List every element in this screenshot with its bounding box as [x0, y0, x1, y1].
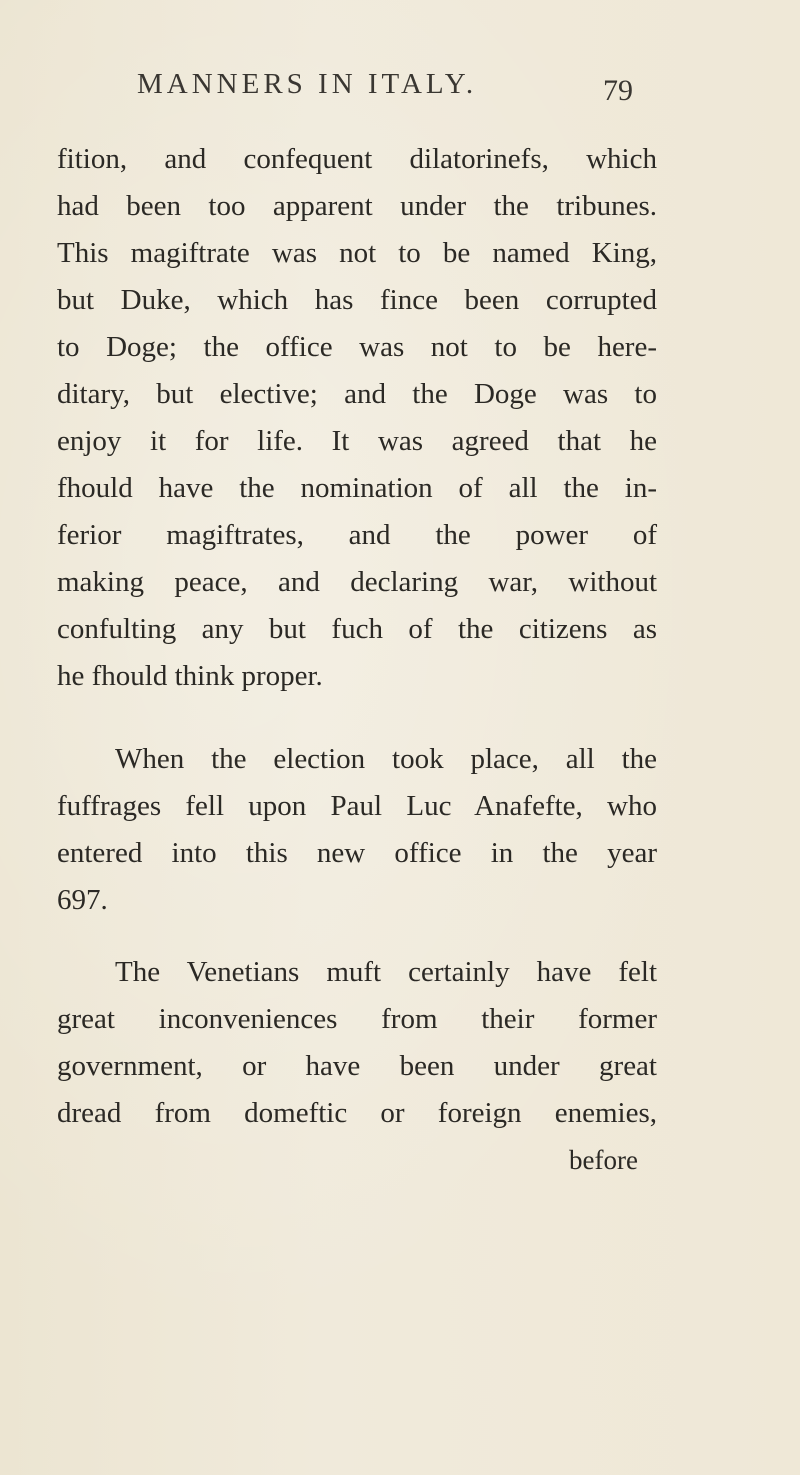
text-line-7: enjoy it for life. It was agreed that he: [57, 425, 657, 457]
text-line-19: government, or have been under great: [57, 1050, 657, 1082]
catchword: before: [569, 1145, 638, 1175]
text-line-8: fhould have the nomination of all the in-: [57, 472, 657, 504]
text-line-18: great inconveniences from their former: [57, 1003, 657, 1035]
text-line-16: 697.: [57, 884, 108, 916]
text-line-14: fuffrages fell upon Paul Luc Anafefte, who: [57, 790, 657, 822]
page-number: 79: [603, 74, 633, 107]
text-line-4: but Duke, which has fince been corrupted: [57, 284, 657, 316]
text-line-1: fition, and confequent dilatorinefs, which: [57, 143, 657, 175]
text-line-5: to Doge; the office was not to be here-: [57, 331, 657, 363]
text-line-17: The Venetians muft certainly have felt: [115, 956, 657, 988]
text-line-11: confulting any but fuch of the citizens as: [57, 613, 657, 645]
text-line-10: making peace, and declaring war, without: [57, 566, 657, 598]
text-line-2: had been too apparent under the tribunes.: [57, 190, 657, 222]
text-line-13: When the election took place, all the: [115, 743, 657, 775]
text-line-6: ditary, but elective; and the Doge was to: [57, 378, 657, 410]
running-head: MANNERS IN ITALY.: [137, 68, 478, 100]
text-line-12: he fhould think proper.: [57, 660, 323, 692]
text-line-15: entered into this new office in the year: [57, 837, 657, 869]
text-line-20: dread from domeftic or foreign enemies,: [57, 1097, 657, 1129]
text-line-3: This magiftrate was not to be named King,: [57, 237, 657, 269]
text-line-9: ferior magiftrates, and the power of: [57, 519, 657, 551]
